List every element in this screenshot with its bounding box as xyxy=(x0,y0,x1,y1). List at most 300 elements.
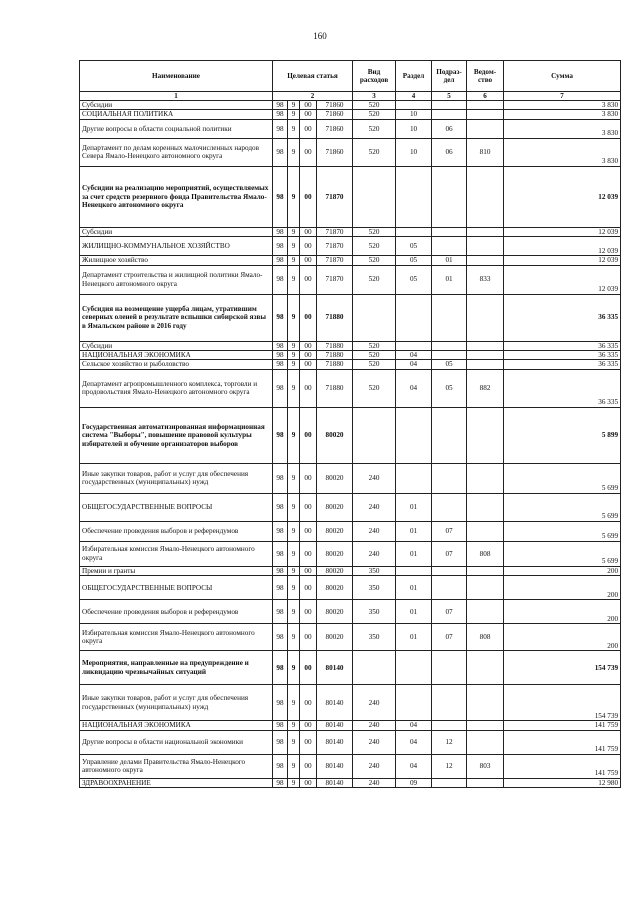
row-name: НАЦИОНАЛЬНАЯ ЭКОНОМИКА xyxy=(80,721,273,730)
target-code-program: 98 xyxy=(273,576,288,600)
expense-type-cell: 520 xyxy=(353,227,396,236)
table-row xyxy=(80,407,621,463)
target-code-group: 00 xyxy=(300,721,317,730)
subsection-cell: 05 xyxy=(432,369,467,407)
row-name: ЗДРАВООХРАНЕНИЕ xyxy=(80,778,273,787)
table-row xyxy=(80,110,621,119)
target-code-subprogram: 9 xyxy=(288,463,300,493)
target-code-direction: 71860 xyxy=(317,110,353,119)
section-cell xyxy=(396,227,432,236)
table-row xyxy=(80,566,621,575)
target-code-subprogram: 9 xyxy=(288,351,300,360)
department-cell: 810 xyxy=(467,138,504,166)
table-row xyxy=(80,265,621,294)
target-code-program: 98 xyxy=(273,166,288,227)
table-row xyxy=(80,685,621,721)
table-row xyxy=(80,341,621,350)
header-sum: Сумма xyxy=(504,61,621,92)
row-name: Иные закупки товаров, работ и услуг для обеспечения государственных (муниципальных) нужд xyxy=(80,463,273,493)
target-code-subprogram: 9 xyxy=(288,407,300,463)
department-cell xyxy=(467,110,504,119)
section-cell xyxy=(396,101,432,110)
target-code-program: 98 xyxy=(273,138,288,166)
table-row xyxy=(80,101,621,110)
target-code-program: 98 xyxy=(273,407,288,463)
table-row xyxy=(80,778,621,787)
section-cell xyxy=(396,685,432,721)
target-code-subprogram: 9 xyxy=(288,119,300,138)
table-row xyxy=(80,119,621,138)
expense-type-cell: 350 xyxy=(353,566,396,575)
subsection-cell xyxy=(432,110,467,119)
expense-type-cell xyxy=(353,651,396,685)
target-code-group: 00 xyxy=(300,463,317,493)
section-cell: 04 xyxy=(396,360,432,369)
section-cell: 01 xyxy=(396,600,432,624)
target-code-group: 00 xyxy=(300,351,317,360)
section-cell xyxy=(396,166,432,227)
sum-cell: 12 980 xyxy=(504,778,621,787)
expense-type-cell: 240 xyxy=(353,521,396,541)
expense-type-cell: 350 xyxy=(353,624,396,651)
sum-cell: 12 039 xyxy=(504,166,621,227)
department-cell xyxy=(467,101,504,110)
table-row xyxy=(80,600,621,624)
target-code-group: 00 xyxy=(300,138,317,166)
table-row xyxy=(80,294,621,341)
target-code-group: 00 xyxy=(300,651,317,685)
expense-type-cell: 520 xyxy=(353,256,396,265)
row-name: Другие вопросы в области национальной экономики xyxy=(80,730,273,754)
target-code-subprogram: 9 xyxy=(288,624,300,651)
sum-cell: 154 739 xyxy=(504,651,621,685)
subsection-cell xyxy=(432,721,467,730)
target-code-direction: 71880 xyxy=(317,341,353,350)
target-code-group: 00 xyxy=(300,256,317,265)
row-name: Субсидии на реализацию мероприятий, осуществляемых за счет средств резервного фонда Правительства Ямало-Ненецкого автономного округа xyxy=(80,166,273,227)
target-code-subprogram: 9 xyxy=(288,369,300,407)
target-code-program: 98 xyxy=(273,600,288,624)
subsection-cell xyxy=(432,463,467,493)
target-code-direction: 80020 xyxy=(317,566,353,575)
row-name: Премии и гранты xyxy=(80,566,273,575)
subsection-cell: 07 xyxy=(432,600,467,624)
department-cell xyxy=(467,351,504,360)
subsection-cell: 05 xyxy=(432,360,467,369)
expense-type-cell: 520 xyxy=(353,101,396,110)
subsection-cell xyxy=(432,166,467,227)
department-cell xyxy=(467,576,504,600)
target-code-group: 00 xyxy=(300,754,317,778)
target-code-direction: 80020 xyxy=(317,493,353,521)
header-section: Раздел xyxy=(396,61,432,92)
target-code-subprogram: 9 xyxy=(288,237,300,256)
budget-table-body xyxy=(80,101,621,788)
row-name: Департамент строительства и жилищной политики Ямало-Ненецкого автономного округа xyxy=(80,265,273,294)
expense-type-cell: 350 xyxy=(353,576,396,600)
target-code-group: 00 xyxy=(300,407,317,463)
target-code-subprogram: 9 xyxy=(288,341,300,350)
target-code-program: 98 xyxy=(273,227,288,236)
table-row xyxy=(80,730,621,754)
target-code-direction: 80140 xyxy=(317,721,353,730)
subsection-cell: 07 xyxy=(432,521,467,541)
expense-type-cell: 240 xyxy=(353,721,396,730)
target-code-direction: 80020 xyxy=(317,541,353,566)
expense-type-cell: 520 xyxy=(353,237,396,256)
target-code-subprogram: 9 xyxy=(288,294,300,341)
table-row xyxy=(80,624,621,651)
department-cell: 882 xyxy=(467,369,504,407)
column-number: 7 xyxy=(504,92,621,101)
target-code-direction: 71870 xyxy=(317,265,353,294)
department-cell xyxy=(467,341,504,350)
target-code-group: 00 xyxy=(300,600,317,624)
target-code-subprogram: 9 xyxy=(288,256,300,265)
target-code-direction: 80020 xyxy=(317,407,353,463)
target-code-group: 00 xyxy=(300,685,317,721)
row-name: Иные закупки товаров, работ и услуг для обеспечения государственных (муниципальных) нужд xyxy=(80,685,273,721)
section-cell: 05 xyxy=(396,256,432,265)
expense-type-cell xyxy=(353,166,396,227)
subsection-cell xyxy=(432,351,467,360)
section-cell: 05 xyxy=(396,265,432,294)
table-row xyxy=(80,541,621,566)
subsection-cell xyxy=(432,778,467,787)
row-name: СОЦИАЛЬНАЯ ПОЛИТИКА xyxy=(80,110,273,119)
target-code-group: 00 xyxy=(300,294,317,341)
table-row xyxy=(80,237,621,256)
target-code-direction: 80140 xyxy=(317,651,353,685)
section-cell: 04 xyxy=(396,351,432,360)
subsection-cell: 06 xyxy=(432,138,467,166)
row-name: ЖИЛИЩНО-КОММУНАЛЬНОЕ ХОЗЯЙСТВО xyxy=(80,237,273,256)
table-row xyxy=(80,166,621,227)
sum-cell: 154 739 xyxy=(504,685,621,721)
target-code-direction: 71870 xyxy=(317,227,353,236)
expense-type-cell: 520 xyxy=(353,265,396,294)
sum-cell: 141 759 xyxy=(504,721,621,730)
subsection-cell xyxy=(432,493,467,521)
subsection-cell: 06 xyxy=(432,119,467,138)
subsection-cell: 07 xyxy=(432,624,467,651)
department-cell xyxy=(467,407,504,463)
row-name: ОБЩЕГОСУДАРСТВЕННЫЕ ВОПРОСЫ xyxy=(80,576,273,600)
target-code-group: 00 xyxy=(300,166,317,227)
row-name: Субсидии xyxy=(80,227,273,236)
target-code-direction: 71860 xyxy=(317,119,353,138)
column-number: 3 xyxy=(353,92,396,101)
target-code-group: 00 xyxy=(300,110,317,119)
target-code-direction: 71870 xyxy=(317,166,353,227)
table-row xyxy=(80,493,621,521)
target-code-program: 98 xyxy=(273,730,288,754)
sum-cell: 200 xyxy=(504,576,621,600)
target-code-program: 98 xyxy=(273,351,288,360)
sum-cell: 12 039 xyxy=(504,256,621,265)
target-code-program: 98 xyxy=(273,119,288,138)
row-name: Сельское хозяйство и рыболовство xyxy=(80,360,273,369)
row-name: Обеспечение проведения выборов и референдумов xyxy=(80,521,273,541)
department-cell xyxy=(467,360,504,369)
target-code-subprogram: 9 xyxy=(288,754,300,778)
target-code-program: 98 xyxy=(273,754,288,778)
subsection-cell xyxy=(432,227,467,236)
target-code-subprogram: 9 xyxy=(288,541,300,566)
row-name: Субсидии xyxy=(80,341,273,350)
target-code-program: 98 xyxy=(273,463,288,493)
page-number: 160 xyxy=(313,31,327,41)
table-row xyxy=(80,721,621,730)
department-cell xyxy=(467,566,504,575)
expense-type-cell: 520 xyxy=(353,341,396,350)
target-code-program: 98 xyxy=(273,369,288,407)
row-name: Управление делами Правительства Ямало-Ненецкого автономного округа xyxy=(80,754,273,778)
sum-cell: 3 830 xyxy=(504,110,621,119)
department-cell: 803 xyxy=(467,754,504,778)
department-cell xyxy=(467,227,504,236)
target-code-direction: 71880 xyxy=(317,351,353,360)
subsection-cell xyxy=(432,341,467,350)
column-number-row xyxy=(80,92,621,101)
row-name: Жилищное хозяйство xyxy=(80,256,273,265)
section-cell: 01 xyxy=(396,576,432,600)
row-name: Избирательная комиссия Ямало-Ненецкого автономного округа xyxy=(80,624,273,651)
target-code-group: 00 xyxy=(300,341,317,350)
target-code-group: 00 xyxy=(300,101,317,110)
target-code-group: 00 xyxy=(300,237,317,256)
sum-cell: 36 335 xyxy=(504,369,621,407)
subsection-cell: 12 xyxy=(432,730,467,754)
sum-cell: 5 699 xyxy=(504,493,621,521)
target-code-subprogram: 9 xyxy=(288,651,300,685)
section-cell: 01 xyxy=(396,624,432,651)
section-cell: 01 xyxy=(396,541,432,566)
department-cell xyxy=(467,651,504,685)
target-code-subprogram: 9 xyxy=(288,101,300,110)
department-cell xyxy=(467,166,504,227)
target-code-direction: 80140 xyxy=(317,754,353,778)
target-code-program: 98 xyxy=(273,110,288,119)
target-code-subprogram: 9 xyxy=(288,721,300,730)
section-cell: 01 xyxy=(396,493,432,521)
target-code-subprogram: 9 xyxy=(288,227,300,236)
section-cell xyxy=(396,407,432,463)
table-row xyxy=(80,521,621,541)
column-number: 5 xyxy=(432,92,467,101)
target-code-group: 00 xyxy=(300,541,317,566)
target-code-group: 00 xyxy=(300,730,317,754)
table-row xyxy=(80,227,621,236)
department-cell xyxy=(467,730,504,754)
section-cell: 04 xyxy=(396,730,432,754)
department-cell xyxy=(467,256,504,265)
section-cell: 04 xyxy=(396,721,432,730)
target-code-program: 98 xyxy=(273,566,288,575)
section-cell: 10 xyxy=(396,110,432,119)
target-code-group: 00 xyxy=(300,369,317,407)
section-cell: 10 xyxy=(396,119,432,138)
section-cell xyxy=(396,651,432,685)
section-cell xyxy=(396,294,432,341)
section-cell xyxy=(396,463,432,493)
header-subsection: Подраз-дел xyxy=(432,61,467,92)
section-cell xyxy=(396,566,432,575)
target-code-subprogram: 9 xyxy=(288,110,300,119)
budget-table xyxy=(79,60,621,788)
department-cell xyxy=(467,294,504,341)
row-name: НАЦИОНАЛЬНАЯ ЭКОНОМИКА xyxy=(80,351,273,360)
subsection-cell xyxy=(432,294,467,341)
target-code-group: 00 xyxy=(300,778,317,787)
department-cell xyxy=(467,721,504,730)
subsection-cell xyxy=(432,685,467,721)
table-row xyxy=(80,138,621,166)
sum-cell: 36 335 xyxy=(504,360,621,369)
department-cell xyxy=(467,119,504,138)
target-code-subprogram: 9 xyxy=(288,265,300,294)
sum-cell: 5 699 xyxy=(504,521,621,541)
target-code-direction: 80140 xyxy=(317,778,353,787)
target-code-group: 00 xyxy=(300,227,317,236)
target-code-program: 98 xyxy=(273,651,288,685)
sum-cell: 5 899 xyxy=(504,407,621,463)
expense-type-cell: 520 xyxy=(353,110,396,119)
row-name: ОБЩЕГОСУДАРСТВЕННЫЕ ВОПРОСЫ xyxy=(80,493,273,521)
target-code-program: 98 xyxy=(273,341,288,350)
table-row xyxy=(80,576,621,600)
target-code-subprogram: 9 xyxy=(288,566,300,575)
column-number: 2 xyxy=(273,92,353,101)
target-code-subprogram: 9 xyxy=(288,576,300,600)
sum-cell: 3 830 xyxy=(504,138,621,166)
department-cell xyxy=(467,463,504,493)
subsection-cell xyxy=(432,651,467,685)
target-code-program: 98 xyxy=(273,101,288,110)
target-code-subprogram: 9 xyxy=(288,360,300,369)
sum-cell: 5 699 xyxy=(504,463,621,493)
target-code-group: 00 xyxy=(300,360,317,369)
subsection-cell: 12 xyxy=(432,754,467,778)
target-code-direction: 80020 xyxy=(317,576,353,600)
section-cell: 04 xyxy=(396,754,432,778)
target-code-program: 98 xyxy=(273,624,288,651)
target-code-direction: 80140 xyxy=(317,730,353,754)
target-code-subprogram: 9 xyxy=(288,493,300,521)
row-name: Субсидии xyxy=(80,101,273,110)
section-cell: 09 xyxy=(396,778,432,787)
expense-type-cell: 240 xyxy=(353,778,396,787)
section-cell: 04 xyxy=(396,369,432,407)
sum-cell: 200 xyxy=(504,624,621,651)
target-code-subprogram: 9 xyxy=(288,166,300,227)
target-code-group: 00 xyxy=(300,521,317,541)
target-code-subprogram: 9 xyxy=(288,778,300,787)
target-code-program: 98 xyxy=(273,541,288,566)
target-code-program: 98 xyxy=(273,521,288,541)
sum-cell: 36 335 xyxy=(504,351,621,360)
target-code-subprogram: 9 xyxy=(288,138,300,166)
sum-cell: 3 830 xyxy=(504,119,621,138)
subsection-cell: 01 xyxy=(432,256,467,265)
target-code-program: 98 xyxy=(273,721,288,730)
department-cell xyxy=(467,685,504,721)
expense-type-cell: 520 xyxy=(353,351,396,360)
target-code-direction: 71860 xyxy=(317,101,353,110)
row-name: Избирательная комиссия Ямало-Ненецкого автономного округа xyxy=(80,541,273,566)
target-code-subprogram: 9 xyxy=(288,521,300,541)
sum-cell: 200 xyxy=(504,566,621,575)
department-cell: 833 xyxy=(467,265,504,294)
target-code-direction: 71860 xyxy=(317,138,353,166)
section-cell: 10 xyxy=(396,138,432,166)
table-row xyxy=(80,754,621,778)
section-cell: 01 xyxy=(396,521,432,541)
sum-cell: 12 039 xyxy=(504,265,621,294)
target-code-group: 00 xyxy=(300,119,317,138)
target-code-program: 98 xyxy=(273,237,288,256)
expense-type-cell: 520 xyxy=(353,360,396,369)
section-cell xyxy=(396,341,432,350)
row-name: Государственная автоматизированная информационная система "Выборы", повышение правовой культуры избирателей и обучение организаторов выборов xyxy=(80,407,273,463)
sum-cell: 141 759 xyxy=(504,730,621,754)
target-code-direction: 71880 xyxy=(317,294,353,341)
expense-type-cell: 240 xyxy=(353,463,396,493)
header-expense-type: Вид расходов xyxy=(353,61,396,92)
expense-type-cell: 520 xyxy=(353,138,396,166)
table-row xyxy=(80,351,621,360)
subsection-cell: 01 xyxy=(432,265,467,294)
expense-type-cell: 520 xyxy=(353,369,396,407)
department-cell xyxy=(467,237,504,256)
header-row xyxy=(80,61,621,92)
target-code-direction: 71880 xyxy=(317,369,353,407)
expense-type-cell: 520 xyxy=(353,119,396,138)
target-code-direction: 80020 xyxy=(317,463,353,493)
column-number: 4 xyxy=(396,92,432,101)
subsection-cell xyxy=(432,566,467,575)
sum-cell: 5 699 xyxy=(504,541,621,566)
target-code-direction: 71870 xyxy=(317,256,353,265)
expense-type-cell xyxy=(353,294,396,341)
expense-type-cell: 350 xyxy=(353,600,396,624)
expense-type-cell xyxy=(353,407,396,463)
row-name: Обеспечение проведения выборов и референдумов xyxy=(80,600,273,624)
target-code-direction: 80140 xyxy=(317,685,353,721)
table-row xyxy=(80,256,621,265)
sum-cell: 12 039 xyxy=(504,237,621,256)
sum-cell: 141 759 xyxy=(504,754,621,778)
target-code-direction: 71880 xyxy=(317,360,353,369)
subsection-cell: 07 xyxy=(432,541,467,566)
header-name: Наименование xyxy=(80,61,273,92)
table-row xyxy=(80,360,621,369)
target-code-subprogram: 9 xyxy=(288,685,300,721)
target-code-program: 98 xyxy=(273,360,288,369)
row-name: Департамент агропромышленного комплекса, торговли и продовольствия Ямало-Ненецкого автономного округа xyxy=(80,369,273,407)
target-code-direction: 80020 xyxy=(317,624,353,651)
sum-cell: 200 xyxy=(504,600,621,624)
target-code-group: 00 xyxy=(300,265,317,294)
expense-type-cell: 240 xyxy=(353,493,396,521)
target-code-program: 98 xyxy=(273,493,288,521)
department-cell xyxy=(467,600,504,624)
target-code-subprogram: 9 xyxy=(288,730,300,754)
target-code-group: 00 xyxy=(300,493,317,521)
column-number: 1 xyxy=(80,92,273,101)
header-department: Ведом-ство xyxy=(467,61,504,92)
expense-type-cell: 240 xyxy=(353,730,396,754)
